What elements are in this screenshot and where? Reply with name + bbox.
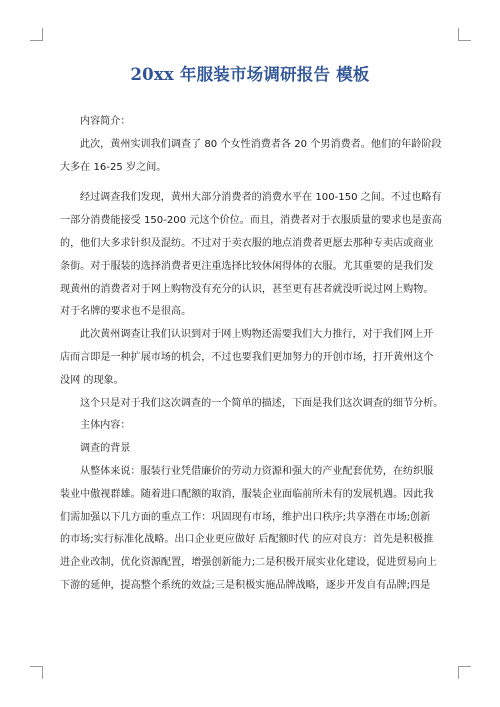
crop-mark-top-left (30, 28, 43, 41)
paragraph-line: 此次，黄州实训我们调查了 80 个女性消费者各 20 个男消费者。他们的年龄阶段 (80, 138, 442, 150)
document-title: 20xx 年服装市场调研报告 模板 (130, 65, 370, 84)
paragraph-line: 现黄州的消费者对于网上购物没有充分的认识，甚至更有甚者就没听说过网上购物。 (60, 283, 434, 295)
paragraph-line: 下游的延伸，提高整个系统的效益;三是积极实施品牌战略，逐步开发自有品牌;四是 (60, 579, 431, 591)
paragraph-line: 经过调查我们发现，黄州大部分消费者的消费水平在 100-150 之间。不过也略有 (80, 192, 442, 204)
section-heading-background: 调查的背景 (80, 443, 131, 455)
paragraph-line: 此次黄州调查让我们认识到对于网上购物还需要我们大力推行，对于我们网上开 (80, 329, 434, 341)
paragraph-line: 从整体来说：服装行业凭借廉价的劳动力资源和强大的产业配套优势，在纺织服 (80, 465, 434, 477)
paragraph-line: 一部分消费能接受 150-200 元这个价位。而且，消费者对于衣服质量的要求也是蛮高 (60, 215, 442, 227)
section-label-summary: 内容简介： (80, 116, 131, 127)
crop-mark-bottom-left (30, 666, 43, 679)
paragraph-line: 的，他们大多求针织及混纺。不过对于卖衣服的地点消费者更愿去那种专卖店或商业 (60, 237, 434, 249)
paragraph-line: 对于名牌的要求也不是很高。 (60, 306, 192, 318)
paragraph-line: 没网 的现象。 (60, 374, 124, 386)
document-body (60, 111, 445, 598)
paragraph-line: 们需加强以下几方面的重点工作：巩固现有市场，维护出口秩序;共享潜在市场;创新 (60, 511, 431, 523)
paragraph-line: 装业中傲视群雄。随着进口配额的取消，服装企业面临前所未有的发展机遇。因此我 (60, 488, 434, 500)
paragraph-line: 条街。对于服装的选择消费者更注重选择比较休闲得体的衣服。尤其重要的是我们发 (60, 260, 434, 272)
crop-mark-bottom-right (458, 666, 471, 679)
paragraph-line: 的市场;实行标准化战略。出口企业更应做好 后配额时代 的应对良方：首先是积极推 (60, 534, 434, 546)
section-label-main: 主体内容： (80, 420, 131, 432)
paragraph-line: 这个只是对于我们这次调查的一个简单的描述，下面是我们这次调查的细节分析。 (80, 397, 444, 409)
paragraph-line: 大多在 16-25 岁之间。 (60, 161, 167, 173)
crop-mark-top-right (458, 28, 471, 41)
paragraph-line: 店而言即是一种扩展市场的机会，不过也要我们更加努力的开创市场，打开黄州这个 (60, 351, 434, 363)
paragraph-line: 进企业改制，优化资源配置，增强创新能力;二是积极开展实业化建设，促进贸易向上 (60, 557, 437, 569)
